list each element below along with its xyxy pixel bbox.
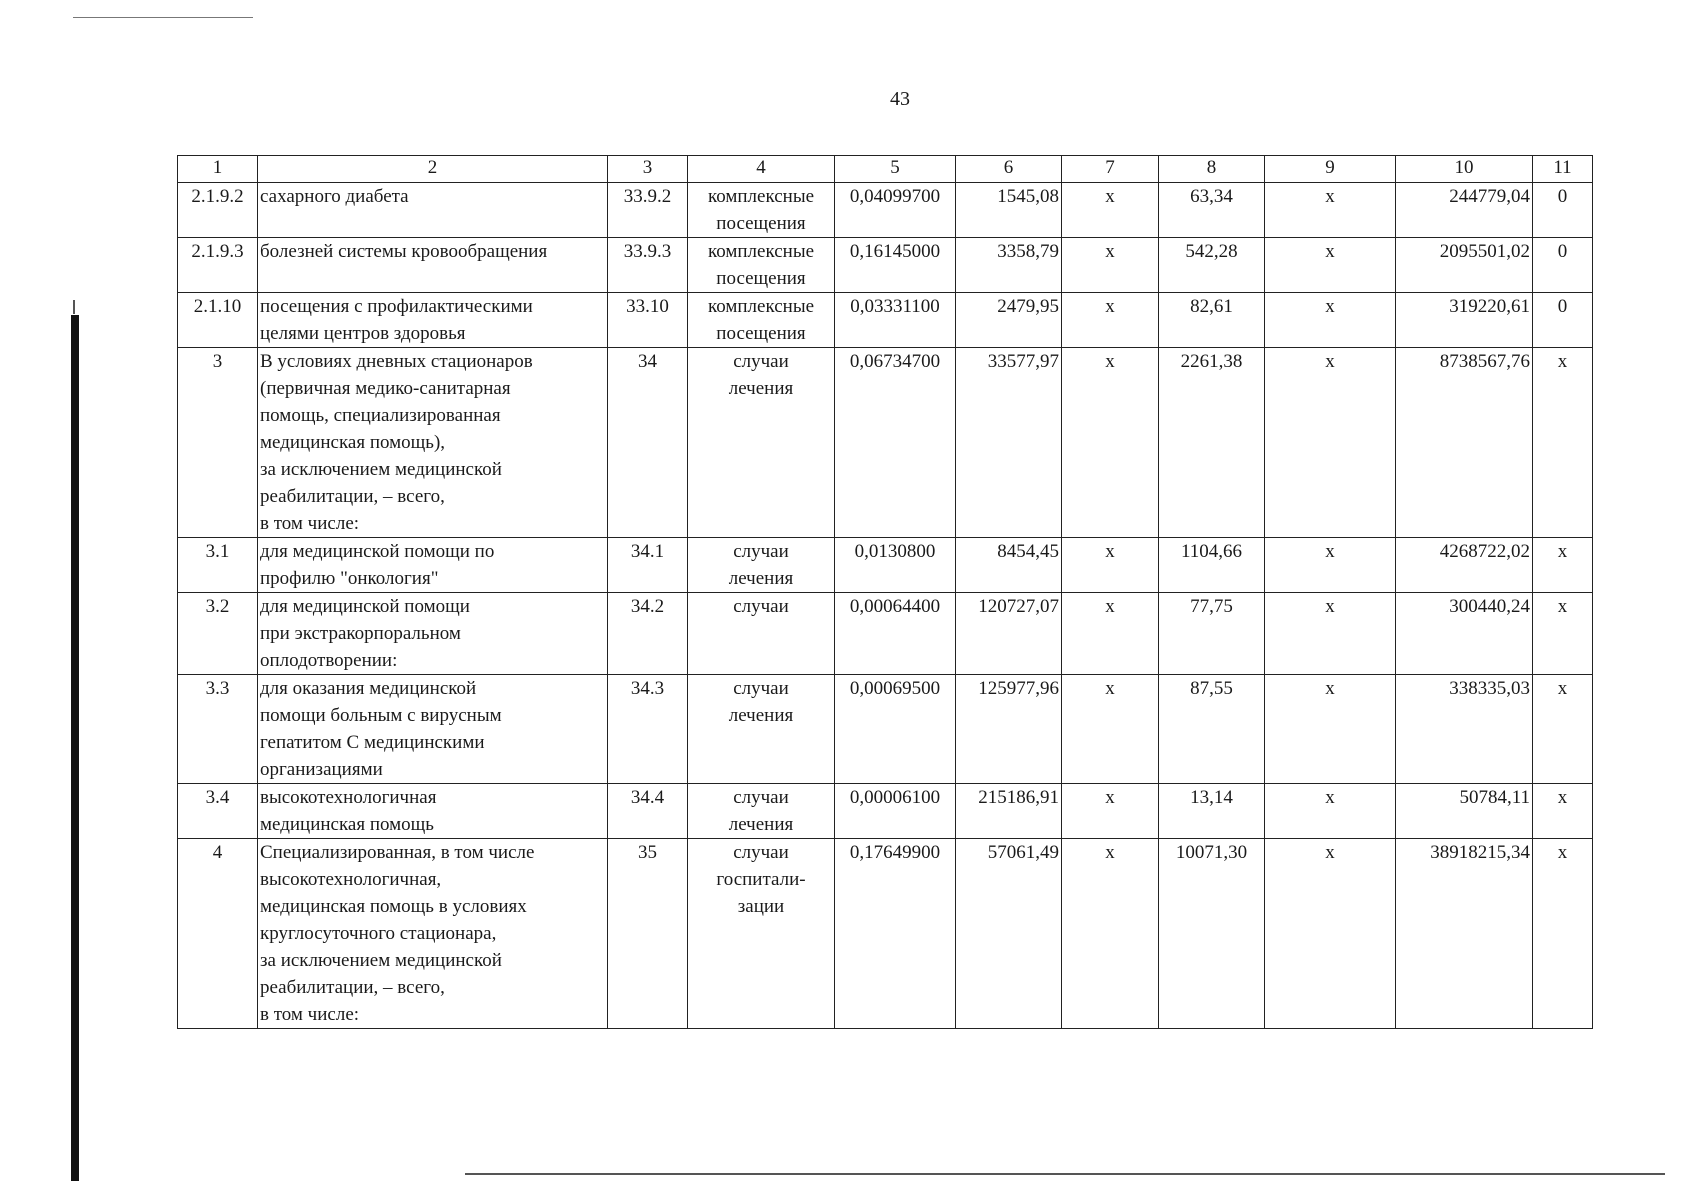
cell-total-cost: 50784,11 xyxy=(1396,784,1533,839)
header-row xyxy=(178,156,1593,183)
cell-cost-per-unit: 33577,97 xyxy=(956,348,1062,538)
cell-column-11: х xyxy=(1533,593,1593,675)
cell-total-cost: 8738567,76 xyxy=(1396,348,1533,538)
cell-row-number: 3.1 xyxy=(178,538,258,593)
table-row xyxy=(178,293,1593,348)
header-cell-9: 9 xyxy=(1265,156,1396,183)
cell-column-9: х xyxy=(1265,593,1396,675)
cell-column-7: х xyxy=(1062,238,1159,293)
cell-description: посещения с профилактическими целями центров здоровья xyxy=(258,293,608,348)
cell-norm-volume: 0,00069500 xyxy=(835,675,956,784)
cell-cost-per-unit: 57061,49 xyxy=(956,839,1062,1029)
header-cell-8: 8 xyxy=(1159,156,1265,183)
cell-unit: случаи лечения xyxy=(688,784,835,839)
cell-unit: комплексные посещения xyxy=(688,238,835,293)
cell-cost-per-unit: 3358,79 xyxy=(956,238,1062,293)
header-cell-7: 7 xyxy=(1062,156,1159,183)
cell-per-capita: 1104,66 xyxy=(1159,538,1265,593)
cell-column-9: х xyxy=(1265,238,1396,293)
cell-line-code: 33.9.3 xyxy=(608,238,688,293)
cell-norm-volume: 0,00006100 xyxy=(835,784,956,839)
table-row xyxy=(178,593,1593,675)
cell-line-code: 34.1 xyxy=(608,538,688,593)
data-table xyxy=(177,155,1593,1029)
cell-unit: случаи лечения xyxy=(688,675,835,784)
header-cell-2: 2 xyxy=(258,156,608,183)
cell-total-cost: 38918215,34 xyxy=(1396,839,1533,1029)
cell-norm-volume: 0,00064400 xyxy=(835,593,956,675)
cell-column-9: х xyxy=(1265,784,1396,839)
cell-description: В условиях дневных стационаров (первичная медико-санитарная помощь, специализированная медицинская помощь), за исключением медицинской реабилитации, – всего, в том числе: xyxy=(258,348,608,538)
cell-column-9: х xyxy=(1265,348,1396,538)
cell-description: для медицинской помощи при экстракорпоральном оплодотворении: xyxy=(258,593,608,675)
header-cell-10: 10 xyxy=(1396,156,1533,183)
cell-total-cost: 244779,04 xyxy=(1396,183,1533,238)
cell-row-number: 3.3 xyxy=(178,675,258,784)
cell-line-code: 34.2 xyxy=(608,593,688,675)
cell-total-cost: 319220,61 xyxy=(1396,293,1533,348)
table-row xyxy=(178,839,1593,1029)
cell-line-code: 34.4 xyxy=(608,784,688,839)
cell-column-11: 0 xyxy=(1533,238,1593,293)
cell-total-cost: 300440,24 xyxy=(1396,593,1533,675)
cell-column-9: х xyxy=(1265,839,1396,1029)
cell-per-capita: 63,34 xyxy=(1159,183,1265,238)
cell-column-11: х xyxy=(1533,675,1593,784)
cell-norm-volume: 0,04099700 xyxy=(835,183,956,238)
cell-column-7: х xyxy=(1062,538,1159,593)
header-cell-5: 5 xyxy=(835,156,956,183)
cell-description: для оказания медицинской помощи больным с вирусным гепатитом С медицинскими организациями xyxy=(258,675,608,784)
cell-cost-per-unit: 120727,07 xyxy=(956,593,1062,675)
cell-norm-volume: 0,06734700 xyxy=(835,348,956,538)
cell-cost-per-unit: 125977,96 xyxy=(956,675,1062,784)
header-cell-4: 4 xyxy=(688,156,835,183)
cell-column-7: х xyxy=(1062,675,1159,784)
cell-unit: комплексные посещения xyxy=(688,293,835,348)
top-rule xyxy=(73,17,253,18)
header-cell-3: 3 xyxy=(608,156,688,183)
header-cell-1: 1 xyxy=(178,156,258,183)
cell-row-number: 4 xyxy=(178,839,258,1029)
cell-column-7: х xyxy=(1062,839,1159,1029)
cell-cost-per-unit: 2479,95 xyxy=(956,293,1062,348)
cell-line-code: 34.3 xyxy=(608,675,688,784)
cell-column-11: 0 xyxy=(1533,183,1593,238)
cell-norm-volume: 0,0130800 xyxy=(835,538,956,593)
cell-column-7: х xyxy=(1062,293,1159,348)
cell-column-9: х xyxy=(1265,538,1396,593)
cell-description: сахарного диабета xyxy=(258,183,608,238)
cell-column-11: х xyxy=(1533,784,1593,839)
cell-per-capita: 82,61 xyxy=(1159,293,1265,348)
cell-unit: случаи лечения xyxy=(688,348,835,538)
cell-line-code: 35 xyxy=(608,839,688,1029)
cell-per-capita: 542,28 xyxy=(1159,238,1265,293)
cell-column-11: х xyxy=(1533,839,1593,1029)
cell-unit: случаи xyxy=(688,593,835,675)
cell-column-11: х xyxy=(1533,538,1593,593)
cell-line-code: 33.10 xyxy=(608,293,688,348)
table-row xyxy=(178,675,1593,784)
cell-row-number: 2.1.10 xyxy=(178,293,258,348)
table-row xyxy=(178,348,1593,538)
cell-column-7: х xyxy=(1062,183,1159,238)
cell-column-7: х xyxy=(1062,784,1159,839)
cell-norm-volume: 0,16145000 xyxy=(835,238,956,293)
cell-line-code: 34 xyxy=(608,348,688,538)
table-row xyxy=(178,183,1593,238)
cell-unit: случаи госпитали- зации xyxy=(688,839,835,1029)
page-number: 43 xyxy=(890,88,910,110)
table-row xyxy=(178,238,1593,293)
cell-per-capita: 10071,30 xyxy=(1159,839,1265,1029)
cell-row-number: 3.4 xyxy=(178,784,258,839)
cell-norm-volume: 0,03331100 xyxy=(835,293,956,348)
cell-norm-volume: 0,17649900 xyxy=(835,839,956,1029)
cell-total-cost: 4268722,02 xyxy=(1396,538,1533,593)
cell-cost-per-unit: 215186,91 xyxy=(956,784,1062,839)
cell-cost-per-unit: 8454,45 xyxy=(956,538,1062,593)
header-cell-11: 11 xyxy=(1533,156,1593,183)
cell-column-7: х xyxy=(1062,348,1159,538)
left-margin-bar xyxy=(71,315,79,1181)
cell-unit: комплексные посещения xyxy=(688,183,835,238)
cell-per-capita: 13,14 xyxy=(1159,784,1265,839)
bottom-rule xyxy=(465,1173,1665,1175)
cell-per-capita: 2261,38 xyxy=(1159,348,1265,538)
cell-line-code: 33.9.2 xyxy=(608,183,688,238)
cell-cost-per-unit: 1545,08 xyxy=(956,183,1062,238)
cell-row-number: 2.1.9.3 xyxy=(178,238,258,293)
cell-row-number: 3 xyxy=(178,348,258,538)
cell-column-9: х xyxy=(1265,675,1396,784)
cell-per-capita: 87,55 xyxy=(1159,675,1265,784)
cell-column-7: х xyxy=(1062,593,1159,675)
cell-description: высокотехнологичная медицинская помощь xyxy=(258,784,608,839)
cell-unit: случаи лечения xyxy=(688,538,835,593)
cell-column-9: х xyxy=(1265,293,1396,348)
cell-total-cost: 2095501,02 xyxy=(1396,238,1533,293)
header-cell-6: 6 xyxy=(956,156,1062,183)
table-row xyxy=(178,538,1593,593)
cell-column-11: х xyxy=(1533,348,1593,538)
cell-row-number: 2.1.9.2 xyxy=(178,183,258,238)
left-margin-tick xyxy=(73,300,75,314)
cell-total-cost: 338335,03 xyxy=(1396,675,1533,784)
cell-row-number: 3.2 xyxy=(178,593,258,675)
cell-description: для медицинской помощи по профилю "онкология" xyxy=(258,538,608,593)
cell-column-11: 0 xyxy=(1533,293,1593,348)
cell-description: болезней системы кровообращения xyxy=(258,238,608,293)
cell-description: Специализированная, в том числе высокотехнологичная, медицинская помощь в условиях круглосуточного стационара, за исключением медицинской реабилитации, – всего, в том числе: xyxy=(258,839,608,1029)
cell-per-capita: 77,75 xyxy=(1159,593,1265,675)
cell-column-9: х xyxy=(1265,183,1396,238)
table-row xyxy=(178,784,1593,839)
